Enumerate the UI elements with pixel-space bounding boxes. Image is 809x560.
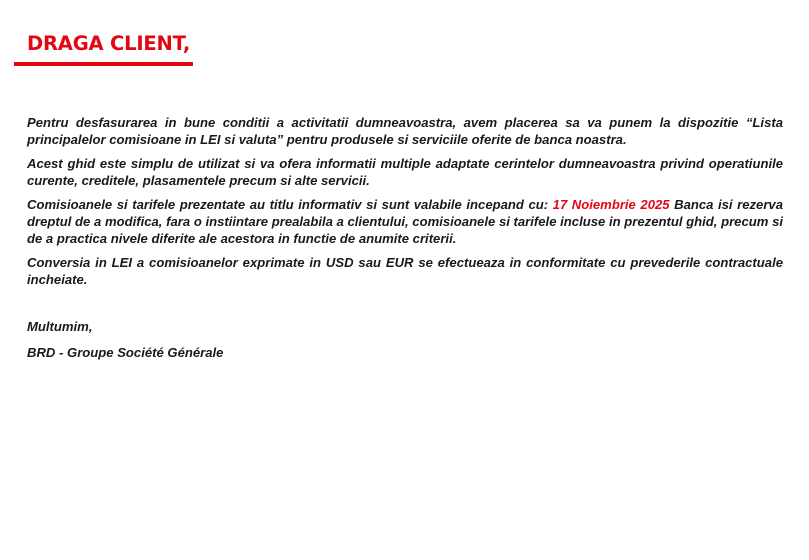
validity-text-end: Banca isi rezerva dreptul de a modifica, fara o instiintare prealabila a clientului, comisioanele si tarifele incluse in prezentul ghid, precum si de a practica nivele diferite ale acestora in functie de anumite criterii. — [27, 197, 783, 246]
title-underline — [14, 62, 193, 66]
validity-date: 17 Noiembrie 2025 — [552, 197, 670, 212]
document-body — [27, 114, 783, 295]
validity-paragraph — [27, 196, 783, 247]
guide-paragraph: Acest ghid este simplu de utilizat si va ofera informatii multiple adaptate cerintelor dumneavoastra privind operatiunile curente, creditele, plasamentele precum si alte servicii. — [27, 156, 783, 188]
signature-thanks: Multumim, — [27, 319, 93, 334]
intro-paragraph: Pentru desfasurarea in bune conditii a activitatii dumneavoastra, avem placerea sa va punem la dispozitie “Lista principalelor comisioane in LEI si valuta” pentru produsele si serviciile oferite de banca noastra. — [27, 115, 783, 147]
signature-company: BRD - Groupe Société Générale — [27, 345, 224, 360]
conversion-paragraph: Conversia in LEI a comisioanelor exprimate in USD sau EUR se efectueaza in conformitate cu prevederile contractuale incheiate. — [27, 255, 783, 287]
validity-text-start: Comisioanele si tarifele prezentate au titlu informativ si sunt valabile incepand cu: — [27, 197, 553, 212]
page-title: DRAGA CLIENT, — [27, 32, 191, 55]
